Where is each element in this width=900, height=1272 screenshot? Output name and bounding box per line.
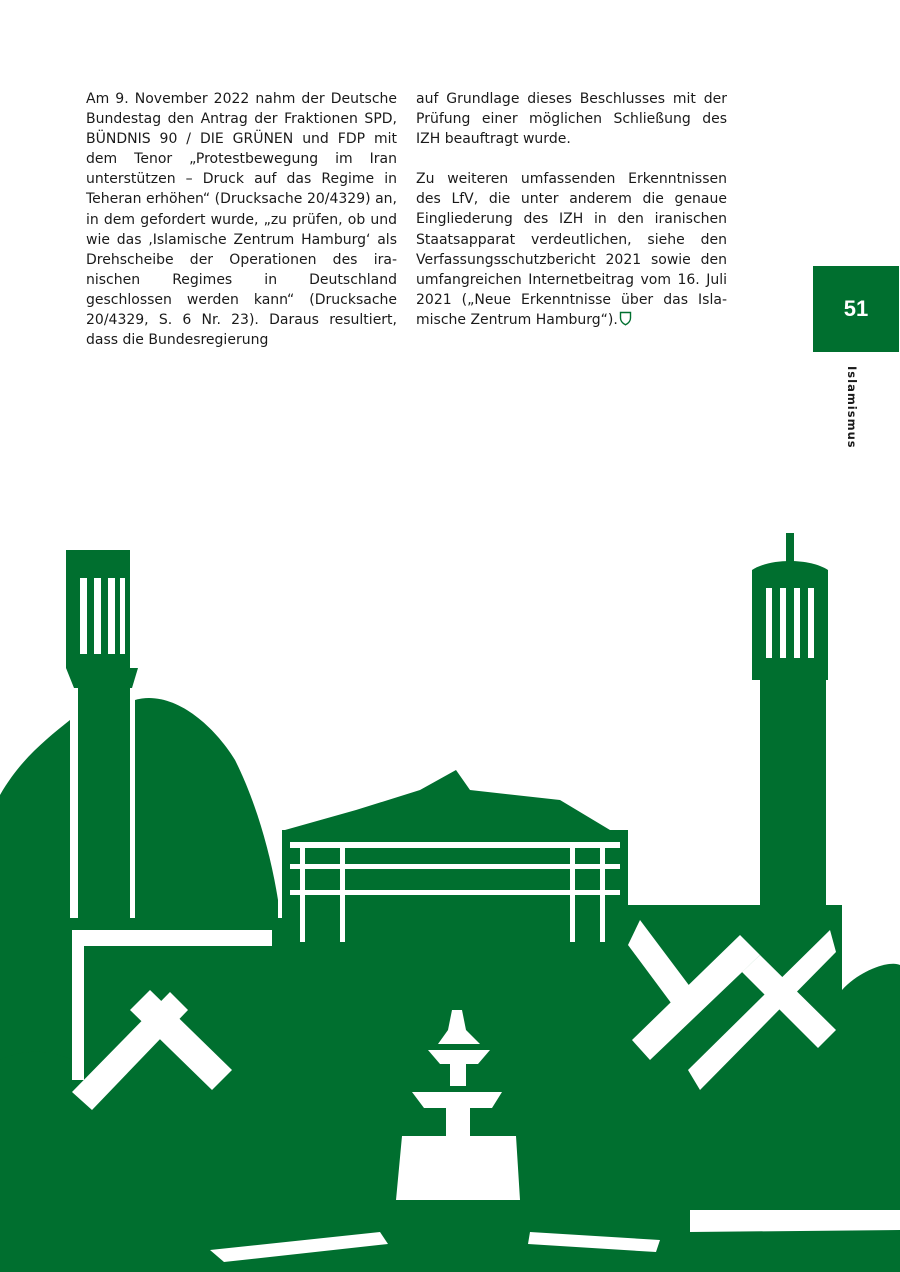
paragraph-right-2-text: Zu weiteren umfassenden Erkenntnissen des LfV, die unter anderem die genaue Eingliederung des IZH in den iranischen Staatsapparat verdeutlichen, siehe den Verfassungsschutzbericht 2021 sowie den umfangreichen Internetbeitrag vom 16. Juli 2021 („Neue Erkenntnisse über das Islamische Zentrum Hamburg“). (416, 171, 727, 328)
paragraph-right-2 (416, 169, 727, 330)
paragraph-right-1: auf Grundlage dieses Beschlusses mit der Prüfung einer möglichen Schließung des IZH beauftragt wurde. (416, 91, 727, 148)
page-number-tab (813, 266, 899, 352)
paragraph-left: Am 9. November 2022 nahm der Deutsche Bundestag den Antrag der Fraktionen SPD, BÜNDNIS 90 / DIE GRÜNEN und FDP mit dem Tenor „Protestbewegung im Iran unterstützen – Druck auf das Regime in Teheran erhöhen“ (Drucksache 20/4329) an, in dem gefordert wurde, „zu prüfen, ob und wie das ‚Islamische Zentrum Hamburg‘ als Drehscheibe der Operationen des iranischen Regimes in Deutschland geschlossen werden kann“ (Drucksache 20/4329, S. 6 Nr. 23). Daraus resultiert, dass die Bundesregierung (86, 91, 397, 349)
mosque-silhouette-illustration (0, 530, 900, 1272)
section-label: Islamismus (845, 366, 859, 449)
text-column-right (416, 89, 727, 330)
page-number: 51 (843, 296, 869, 321)
shield-end-mark-icon (619, 311, 632, 326)
text-column-left (86, 89, 397, 350)
